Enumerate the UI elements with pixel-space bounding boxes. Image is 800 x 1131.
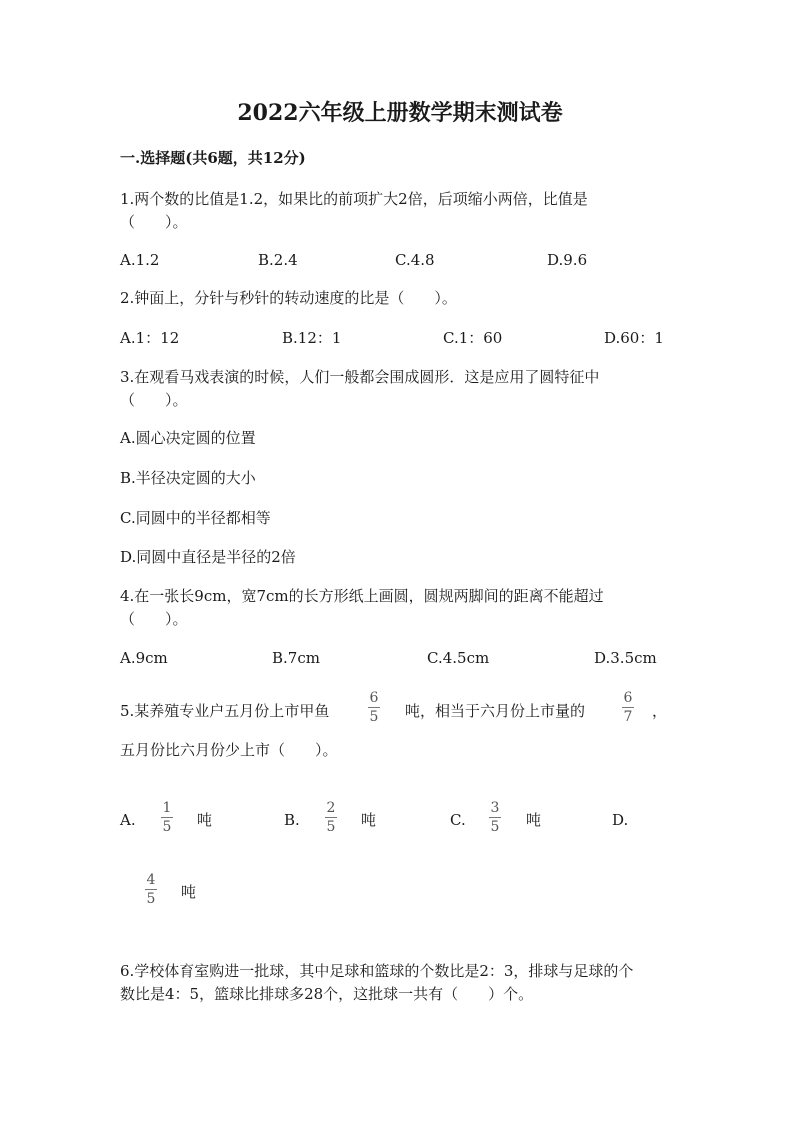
fraction-denominator: 7 bbox=[623, 709, 633, 725]
question-4-text-line1: 4.在一张长9cm，宽7cm的长方形纸上画圆，圆规两脚间的距离不能超过 bbox=[120, 587, 604, 605]
question-5-option-b-fraction bbox=[325, 800, 337, 835]
question-3-option-d: D.同圆中直径是半径的2倍 bbox=[120, 548, 296, 566]
fraction-bar bbox=[368, 707, 380, 708]
question-5-fraction-1 bbox=[368, 690, 380, 725]
question-1-option-b: B.2.4 bbox=[258, 251, 298, 269]
question-6-text-line1: 6.学校体育室购进一批球，其中足球和篮球的个数比是2：3，排球与足球的个 bbox=[120, 962, 634, 980]
question-5-option-a-unit: 吨 bbox=[197, 811, 213, 829]
fraction-bar bbox=[145, 889, 157, 890]
fraction-bar bbox=[161, 817, 173, 818]
fraction-denominator: 5 bbox=[162, 819, 172, 835]
question-5-option-b-unit: 吨 bbox=[361, 811, 377, 829]
fraction-numerator: 2 bbox=[326, 800, 336, 816]
fraction-numerator: 4 bbox=[146, 872, 156, 888]
section-heading: 一.选择题(共6题，共12分) bbox=[120, 149, 306, 167]
question-2-option-d: D.60：1 bbox=[604, 329, 664, 347]
question-5-text-line2: 五月份比六月份少上市（ ）。 bbox=[120, 741, 338, 759]
question-5-text-part3: ， bbox=[652, 702, 668, 720]
question-4-option-b: B.7cm bbox=[272, 649, 320, 667]
question-3-option-b: B.半径决定圆的大小 bbox=[120, 469, 256, 487]
question-5-option-a-fraction bbox=[161, 800, 173, 835]
question-2-option-a: A.1：12 bbox=[120, 329, 180, 347]
question-6-text-line2: 数比是4：5，篮球比排球多28个，这批球一共有（ ）个。 bbox=[120, 985, 534, 1003]
question-3-option-a: A.圆心决定圆的位置 bbox=[120, 429, 256, 447]
question-1-text-line1: 1.两个数的比值是1.2，如果比的前项扩大2倍，后项缩小两倍，比值是 bbox=[120, 190, 588, 208]
question-4-text-line2: （ ）。 bbox=[120, 610, 188, 628]
question-2-text: 2.钟面上，分针与秒针的转动速度的比是（ ）。 bbox=[120, 289, 457, 307]
question-3-text-line2: （ ）。 bbox=[120, 391, 188, 409]
question-5-option-c-label: C. bbox=[450, 811, 466, 829]
question-5-text-part2: 吨，相当于六月份上市量的 bbox=[405, 702, 586, 720]
question-4-option-a: A.9cm bbox=[120, 649, 168, 667]
question-5-option-c-fraction bbox=[489, 800, 501, 835]
question-5-fraction-2 bbox=[622, 690, 634, 725]
fraction-bar bbox=[325, 817, 337, 818]
question-1-option-c: C.4.8 bbox=[395, 251, 435, 269]
page-title: 2022六年级上册数学期末测试卷 bbox=[237, 100, 563, 126]
fraction-bar bbox=[622, 707, 634, 708]
question-1-option-a: A.1.2 bbox=[120, 251, 160, 269]
fraction-denominator: 5 bbox=[369, 709, 379, 725]
fraction-numerator: 6 bbox=[623, 690, 633, 706]
question-4-option-d: D.3.5cm bbox=[594, 649, 657, 667]
question-5-option-b-label: B. bbox=[284, 811, 300, 829]
fraction-denominator: 5 bbox=[490, 819, 500, 835]
question-2-option-c: C.1：60 bbox=[443, 329, 503, 347]
question-4-option-c: C.4.5cm bbox=[427, 649, 490, 667]
question-5-option-d-fraction bbox=[145, 872, 157, 907]
fraction-numerator: 3 bbox=[490, 800, 500, 816]
fraction-denominator: 5 bbox=[146, 891, 156, 907]
fraction-numerator: 1 bbox=[162, 800, 172, 816]
question-5-option-d-unit: 吨 bbox=[181, 883, 197, 901]
question-1-text-line2: （ ）。 bbox=[120, 213, 188, 231]
question-3-text-line1: 3.在观看马戏表演的时候，人们一般都会围成圆形．这是应用了圆特征中 bbox=[120, 368, 600, 386]
question-5-option-c-unit: 吨 bbox=[526, 811, 542, 829]
question-2-option-b: B.12：1 bbox=[282, 329, 342, 347]
fraction-denominator: 5 bbox=[326, 819, 336, 835]
question-5-option-a-label: A. bbox=[120, 811, 136, 829]
question-5-text-part1: 5.某养殖专业户五月份上市甲鱼 bbox=[120, 702, 330, 720]
fraction-bar bbox=[489, 817, 501, 818]
question-3-option-c: C.同圆中的半径都相等 bbox=[120, 509, 271, 527]
question-1-option-d: D.9.6 bbox=[547, 251, 588, 269]
question-5-option-d-label: D. bbox=[612, 811, 629, 829]
fraction-numerator: 6 bbox=[369, 690, 379, 706]
